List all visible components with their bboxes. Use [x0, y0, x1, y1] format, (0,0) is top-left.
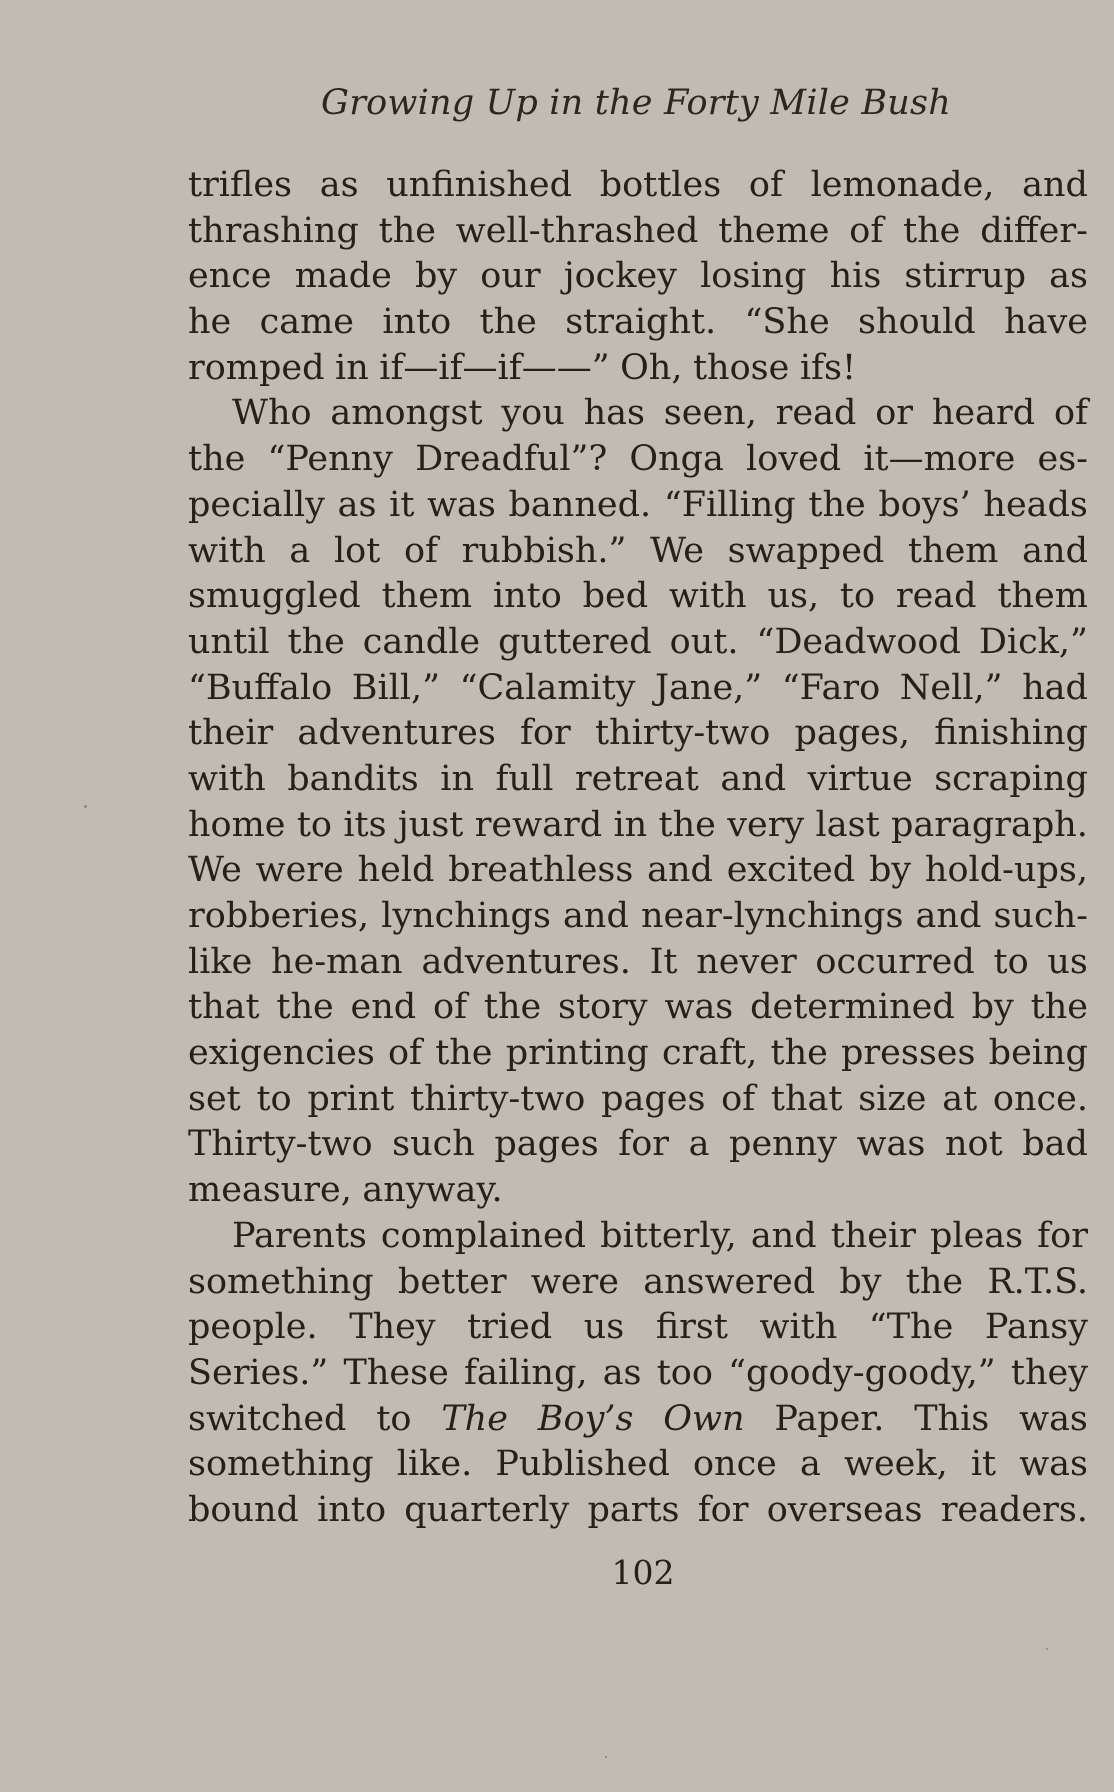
text-line: set to print thirty-two pages of that size at once.: [188, 1078, 1088, 1119]
text-line: Who amongst you has seen, read or heard of: [232, 393, 1088, 434]
text-line: like he-man adventures. It never occurred to us: [188, 941, 1088, 982]
text-line: Parents complained bitterly, and their pleas for: [232, 1215, 1088, 1256]
text-line: home to its just reward in the very last paragraph.: [188, 804, 1088, 845]
paper-speck: [605, 1756, 607, 1758]
text-line: until the candle guttered out. “Deadwood Dick,”: [188, 621, 1088, 662]
text-line: Thirty-two such pages for a penny was not bad: [188, 1124, 1088, 1165]
running-head: Growing Up in the Forty Mile Bush: [321, 83, 951, 123]
text-line: their adventures for thirty-two pages, finishing: [188, 713, 1088, 754]
text-line: We were held breathless and excited by hold-ups,: [188, 850, 1088, 891]
paper-speck: [1046, 1648, 1048, 1650]
text-line: “Buffalo Bill,” “Calamity Jane,” “Faro Nell,” had: [188, 667, 1088, 708]
body-text: [188, 163, 1088, 1534]
text-line: with bandits in full retreat and virtue scraping: [188, 758, 1088, 799]
text-line: something like. Published once a week, it was: [188, 1444, 1088, 1485]
paper-speck: [84, 805, 87, 808]
text-line: Series.” These failing, as too “goody-goody,” they: [188, 1352, 1088, 1393]
text-line: with a lot of rubbish.” We swapped them and: [188, 530, 1088, 571]
text-line: exigencies of the printing craft, the presses being: [188, 1033, 1088, 1074]
text-line: thrashing the well-thrashed theme of the differ-: [188, 210, 1088, 251]
text-line: switched to The Boy’s Own Paper. This was: [188, 1398, 1088, 1439]
text-line: people. They tried us first with “The Pansy: [188, 1307, 1088, 1348]
text-line: the “Penny Dreadful”? Onga loved it—more es-: [188, 439, 1088, 480]
text-line: pecially as it was banned. “Filling the boys’ heads: [188, 484, 1088, 525]
text-line: robberies, lynchings and near-lynchings and such-: [188, 896, 1088, 936]
text-line: measure, anyway.: [188, 1170, 503, 1211]
page-number: 102: [611, 1553, 675, 1592]
text-line: that the end of the story was determined by the: [188, 987, 1088, 1028]
text-line: smuggled them into bed with us, to read them: [188, 576, 1088, 617]
text-line: romped in if—if—if——” Oh, those ifs!: [188, 347, 857, 388]
text-line: something better were answered by the R.T.S.: [188, 1261, 1088, 1302]
text-line: trifles as unfinished bottles of lemonade, and: [188, 165, 1088, 205]
text-line: bound into quarterly parts for overseas readers.: [188, 1489, 1088, 1530]
text-line: he came into the straight. “She should have: [188, 302, 1088, 343]
text-line: ence made by our jockey losing his stirrup as: [188, 256, 1088, 297]
